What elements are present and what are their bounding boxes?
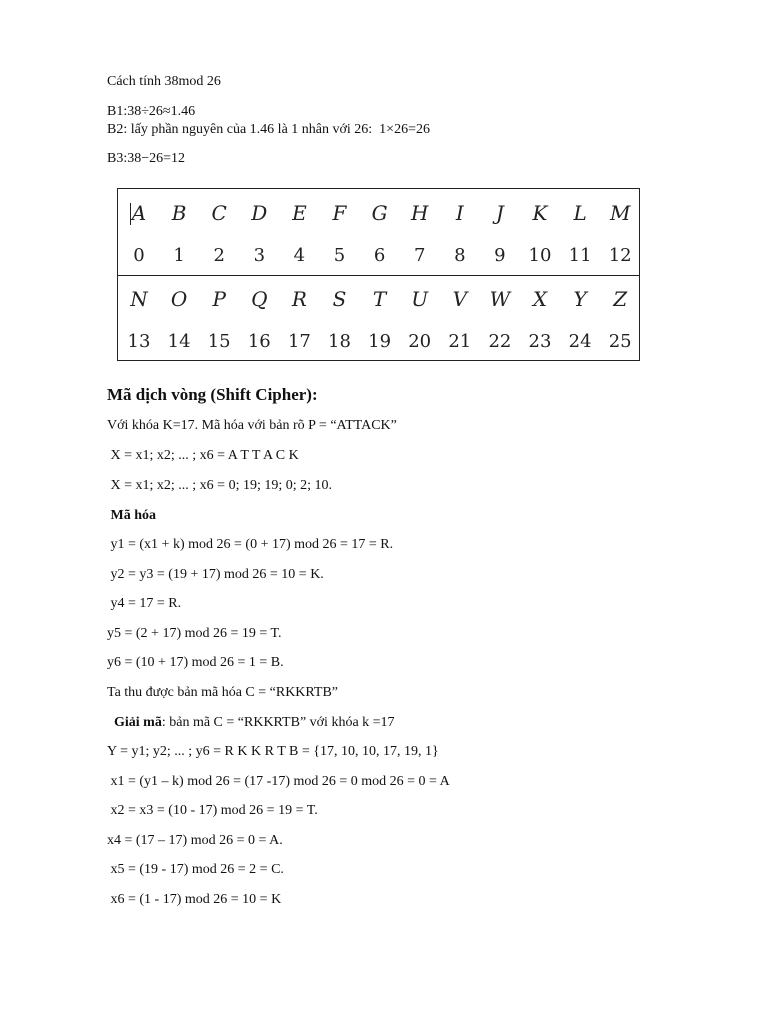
- y5-line: y5 = (2 + 17) mod 26 = 19 = T.: [107, 626, 282, 641]
- letter-cell-T: T: [372, 287, 387, 311]
- letter-cell-K: K: [532, 201, 548, 225]
- x1-line: x1 = (y1 – k) mod 26 = (17 -17) mod 26 = 0 mod 26 = 0 = A: [107, 774, 450, 789]
- letter-cell-C: C: [211, 201, 227, 225]
- y4-line: y4 = 17 = R.: [107, 596, 182, 611]
- decrypt-line: [107, 715, 395, 731]
- number-cell-20: 20: [408, 331, 432, 352]
- x5-line: x5 = (19 - 17) mod 26 = 2 = C.: [107, 862, 284, 877]
- y6-line: y6 = (10 + 17) mod 26 = 1 = B.: [107, 655, 284, 670]
- step-b1: B1:38÷26≈1.46: [107, 104, 196, 119]
- encrypt-label: [107, 508, 156, 524]
- number-cell-8: 8: [454, 245, 466, 266]
- number-cell-23: 23: [528, 331, 552, 352]
- letter-cell-L: L: [573, 201, 587, 225]
- number-cell-3: 3: [253, 245, 266, 266]
- table-divider: [118, 275, 639, 276]
- result-line: Ta thu được bản mã hóa C = “RKKRTB”: [107, 685, 339, 700]
- x6-line: x6 = (1 - 17) mod 26 = 10 = K: [107, 892, 282, 907]
- decrypt-label: Giải mã: [114, 715, 162, 730]
- number-cell-9: 9: [494, 245, 506, 266]
- number-cell-22: 22: [488, 331, 512, 352]
- encrypt-label-text: Mã hóa: [110, 508, 156, 523]
- number-cell-0: 0: [133, 245, 145, 266]
- decrypt-rest: : bản mã C = “RKKRTB” với khóa k =17: [161, 715, 395, 730]
- number-cell-13: 13: [127, 331, 151, 352]
- letter-cell-F: F: [332, 201, 347, 225]
- number-cell-19: 19: [368, 331, 392, 352]
- number-cell-11: 11: [568, 245, 592, 266]
- number-cell-7: 7: [413, 245, 426, 266]
- letter-cell-M: M: [609, 201, 631, 225]
- step-b2: B2: lấy phần nguyên của 1.46 là 1 nhân với 26: 1×26=26: [107, 122, 430, 137]
- number-cell-15: 15: [207, 331, 231, 352]
- letter-cell-I: I: [455, 201, 464, 225]
- number-cell-10: 10: [528, 245, 552, 266]
- letter-cell-Z: Z: [613, 287, 628, 311]
- letter-cell-N: N: [130, 287, 148, 311]
- key-line: Với khóa K=17. Mã hóa với bản rõ P = “ATTACK”: [107, 418, 397, 433]
- number-cell-16: 16: [247, 331, 271, 352]
- number-cell-24: 24: [568, 331, 592, 352]
- y-vector-line: Y = y1; y2; ... ; y6 = R K K R T B = {17, 10, 10, 17, 19, 1}: [107, 744, 439, 759]
- letter-cell-G: G: [371, 201, 388, 225]
- letter-cell-Q: Q: [251, 287, 268, 311]
- letter-cell-R: R: [291, 287, 307, 311]
- number-cell-12: 12: [608, 245, 632, 266]
- number-cell-25: 25: [608, 331, 632, 352]
- number-cell-6: 6: [373, 245, 386, 266]
- letter-cell-A: A: [131, 201, 147, 225]
- y2-line: y2 = y3 = (19 + 17) mod 26 = 10 = K.: [107, 567, 324, 582]
- step-b3: B3:38−26=12: [107, 151, 186, 166]
- x-numbers-line: X = x1; x2; ... ; x6 = 0; 19; 19; 0; 2; 10.: [107, 478, 333, 493]
- x-letters-line: X = x1; x2; ... ; x6 = A T T A C K: [107, 448, 299, 463]
- letter-cell-E: E: [292, 201, 307, 225]
- alphabet-table: [117, 188, 640, 361]
- calc-title: Cách tính 38mod 26: [107, 74, 221, 89]
- number-cell-17: 17: [287, 331, 311, 352]
- y1-line: y1 = (x1 + k) mod 26 = (0 + 17) mod 26 = 17 = R.: [107, 537, 394, 552]
- number-cell-2: 2: [213, 245, 225, 266]
- number-cell-1: 1: [173, 245, 185, 266]
- x2-line: x2 = x3 = (10 - 17) mod 26 = 19 = T.: [107, 803, 318, 818]
- letter-cell-J: J: [495, 201, 504, 225]
- letter-cell-D: D: [251, 201, 268, 225]
- letter-cell-O: O: [170, 287, 188, 311]
- letter-cell-S: S: [332, 287, 347, 311]
- number-cell-21: 21: [448, 331, 472, 352]
- number-cell-4: 4: [293, 245, 306, 266]
- letter-cell-V: V: [452, 287, 468, 311]
- letter-cell-H: H: [410, 201, 429, 225]
- letter-cell-Y: Y: [573, 287, 587, 311]
- number-cell-14: 14: [167, 331, 191, 352]
- letter-cell-P: P: [212, 287, 226, 311]
- x4-line: x4 = (17 – 17) mod 26 = 0 = A.: [107, 833, 283, 848]
- section-heading: Mã dịch vòng (Shift Cipher):: [107, 385, 318, 404]
- number-cell-18: 18: [328, 331, 351, 352]
- letter-cell-X: X: [532, 287, 548, 311]
- letter-cell-U: U: [411, 287, 429, 311]
- number-cell-5: 5: [333, 245, 346, 266]
- letter-cell-B: B: [171, 201, 187, 225]
- letter-cell-W: W: [489, 287, 511, 311]
